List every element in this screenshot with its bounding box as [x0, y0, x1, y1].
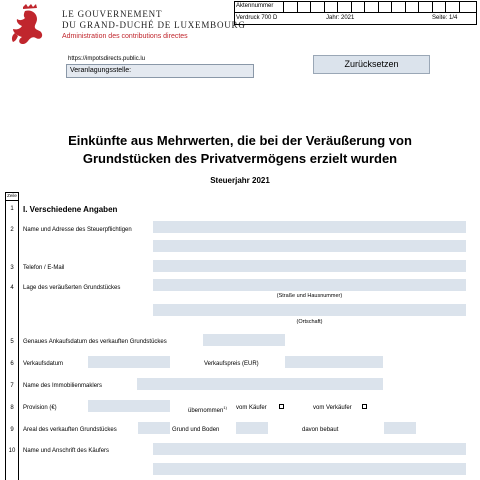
assumed-label: übernommen$^{1)}$ [188, 405, 227, 414]
line-number: 10 [8, 448, 16, 454]
line-number-column [5, 192, 19, 480]
seller-checkbox[interactable] [362, 404, 367, 409]
year-label: Jahr: 2021 [326, 15, 355, 21]
aktennummer-label: Aktennummer [236, 3, 274, 9]
veranlagungsstelle-field[interactable]: Veranlagungsstelle: [66, 64, 254, 78]
line-number: 2 [10, 227, 14, 233]
line-number: 1 [10, 206, 14, 212]
commission-field[interactable] [88, 400, 170, 412]
street-field[interactable] [153, 279, 466, 291]
name-address-label: Name und Adresse des Steuerpflichtigen [23, 227, 132, 233]
sale-price-label: Verkaufspreis (EUR) [204, 361, 259, 367]
broker-field[interactable] [137, 378, 383, 390]
line-number: 5 [10, 339, 14, 345]
built-field[interactable] [384, 422, 416, 434]
line-number: 8 [10, 405, 14, 411]
area-label: Areal des verkauften Grundstückes [23, 427, 117, 433]
commission-label: Provision (€) [23, 405, 57, 411]
form-title-line-2: Grundstücken des Privatvermögens erzielt wurden [82, 151, 398, 166]
line-number: 7 [10, 383, 14, 389]
street-caption: (Straße und Hausnummer) [276, 293, 343, 299]
section-heading: I. Verschiedene Angaben [23, 205, 118, 214]
property-location-label: Lage des veräußerten Grundstückes [23, 285, 121, 291]
buyer-option-label: vom Käufer [236, 405, 267, 411]
seller-option-label: vom Verkäufer [313, 405, 352, 411]
tax-year: Steuerjahr 2021 [210, 176, 270, 185]
broker-label: Name des Immobilienmaklers [23, 383, 103, 389]
sale-price-field[interactable] [285, 356, 383, 368]
line-column-header: Zeile [5, 192, 19, 201]
line-number: 9 [10, 427, 14, 433]
name-address-field-1[interactable] [153, 221, 466, 233]
buyer-checkbox[interactable] [279, 404, 284, 409]
sale-date-field[interactable] [88, 356, 170, 368]
locality-field[interactable] [153, 304, 466, 316]
buyer-name-label: Name und Anschrift des Käufers [23, 448, 110, 454]
phone-email-label: Telefon / E-Mail [23, 265, 65, 271]
built-label: davon bebaut [302, 427, 339, 433]
sale-date-label: Verkaufsdatum [23, 361, 64, 367]
form-title-line-1: Einkünfte aus Mehrwerten, die bei der Veräußerung von [68, 133, 412, 148]
line-number: 3 [10, 265, 14, 271]
land-label: Grund und Boden [172, 427, 220, 433]
land-field[interactable] [236, 422, 268, 434]
luxembourg-lion-logo-icon [9, 3, 49, 47]
page-number: Seite: 1/4 [432, 15, 458, 21]
purchase-date-label: Genaues Ankaufsdatum des verkauften Grundstückes [23, 339, 167, 345]
government-line-2: DU GRAND-DUCHÉ DE LUXEMBOURG [62, 20, 246, 30]
buyer-name-field-2[interactable] [153, 463, 466, 475]
government-line-1: LE GOUVERNEMENT [62, 9, 163, 19]
line-number: 4 [10, 285, 14, 291]
administration-name: Administration des contributions directes [62, 33, 188, 40]
name-address-field-2[interactable] [153, 240, 466, 252]
buyer-name-field-1[interactable] [153, 443, 466, 455]
phone-email-field[interactable] [153, 260, 466, 272]
aktennummer-cells[interactable] [283, 1, 472, 12]
reset-button[interactable]: Zurücksetzen [313, 55, 430, 74]
website-url: https://impotsdirects.public.lu [68, 56, 146, 62]
line-number: 6 [10, 361, 14, 367]
purchase-date-field[interactable] [203, 334, 285, 346]
area-field[interactable] [138, 422, 170, 434]
locality-caption: (Ortschaft) [296, 319, 323, 325]
form-code: Verdruck 700 D [236, 15, 278, 21]
